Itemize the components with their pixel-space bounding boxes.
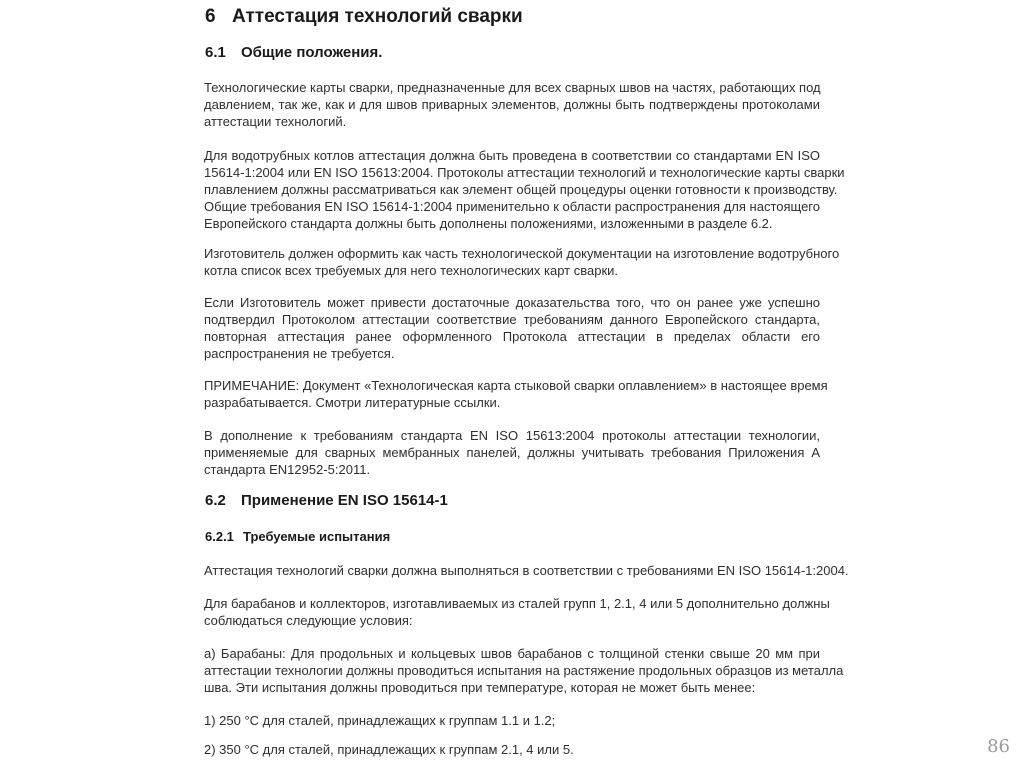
paragraph-line: Для барабанов и коллекторов, изготавливаемых из сталей групп 1, 2.1, 4 или 5 дополнительно должны (204, 596, 830, 611)
paragraph-4 (204, 294, 820, 362)
paragraph-line: разрабатывается. Смотри литературные ссылки. (204, 395, 501, 410)
paragraph-line: Общие требования EN ISO 15614-1:2004 применительно к области распространения для настоящего (204, 199, 820, 214)
section-title: Применение EN ISO 15614-1 (241, 492, 448, 509)
section-title: Общие положения. (241, 44, 383, 61)
paragraph-2 (204, 147, 845, 232)
page-number: 86 (987, 736, 1010, 757)
paragraph-line: давлением, так же, как и для швов приварных элементов, должны быть подтверждены протоколами (204, 97, 820, 112)
section-6-heading (205, 6, 523, 28)
paragraph-8 (204, 595, 830, 629)
paragraph-line: Для водотрубных котлов аттестация должна быть проведена в соответствии со стандартами EN ISO (204, 148, 820, 163)
paragraph-line: Технологические карты сварки, предназначенные для всех сварных швов на частях, работающих под (204, 80, 821, 95)
paragraph-line: 1) 250 °C для сталей, принадлежащих к группам 1.1 и 1.2; (204, 713, 556, 728)
paragraph-6 (204, 427, 820, 478)
section-title: Требуемые испытания (243, 529, 391, 544)
paragraph-line: распространения не требуется. (204, 346, 395, 361)
section-number: 6 (205, 6, 216, 27)
section-title: Аттестация технологий сварки (232, 6, 523, 27)
paragraph-line: а) Барабаны: Для продольных и кольцевых швов барабанов с толщиной стенки свыше 20 мм при (204, 646, 820, 661)
paragraph-line: повторная аттестация ранее оформленного Протокола аттестации в пределах области его (204, 329, 820, 344)
paragraph-line: шва. Эти испытания должны проводиться при температуре, которая не может быть менее: (204, 680, 756, 695)
section-6-2-heading (205, 492, 448, 509)
paragraph-line: Аттестация технологий сварки должна выполняться в соответствии с требованиями EN ISO 15614-1:2004. (204, 563, 849, 578)
section-number: 6.2 (205, 492, 226, 509)
section-number: 6.2.1 (205, 529, 234, 544)
paragraph-line: подтвердил Протоколом аттестации соответствие требованиям данного Европейского стандарта, (204, 312, 820, 327)
paragraph-line: Если Изготовитель может привести достаточные доказательства того, что он ранее уже успешно (204, 295, 820, 310)
section-number: 6.1 (205, 44, 226, 61)
paragraph-line: Изготовитель должен оформить как часть технологической документации на изготовление водотрубного (204, 246, 840, 261)
paragraph-line: Европейского стандарта должны быть дополнены положениями, изложенными в разделе 6.2. (204, 216, 773, 231)
paragraph-line: соблюдаться следующие условия: (204, 613, 413, 628)
paragraph-line: В дополнение к требованиям стандарта EN ISO 15613:2004 протоколы аттестации технологии, (204, 428, 820, 443)
paragraph-line: аттестации технологии должны проводиться испытания на растяжение продольных образцов из металла (204, 663, 844, 678)
note-paragraph (204, 377, 828, 411)
paragraph-1 (204, 79, 820, 130)
paragraph-line: аттестации технологий. (204, 114, 347, 129)
paragraph-line: ПРИМЕЧАНИЕ: Документ «Технологическая карта стыковой сварки оплавлением» в настоящее время (204, 378, 828, 393)
paragraph-7 (204, 562, 849, 579)
paragraph-line: применяемые для сварных мембранных панелей, должны учитывать требования Приложения А (204, 445, 820, 460)
paragraph-9 (204, 645, 844, 696)
section-6-1-heading (205, 44, 382, 61)
paragraph-line: котла список всех требуемых для него технологических карт сварки. (204, 263, 619, 278)
list-item-1 (204, 712, 820, 729)
paragraph-line: 15614-1:2004 или EN ISO 15613:2004. Протоколы аттестации технологий и технологические карты сварки (204, 165, 845, 180)
section-6-2-1-heading (205, 529, 390, 544)
paragraph-line: плавлением должны рассматриваться как элемент общей процедуры оценки готовности к производству. (204, 182, 838, 197)
paragraph-3 (204, 245, 840, 279)
paragraph-line: стандарта EN12952-5:2011. (204, 462, 371, 477)
list-item-2 (204, 741, 820, 758)
paragraph-line: 2) 350 °C для сталей, принадлежащих к группам 2.1, 4 или 5. (204, 742, 574, 757)
